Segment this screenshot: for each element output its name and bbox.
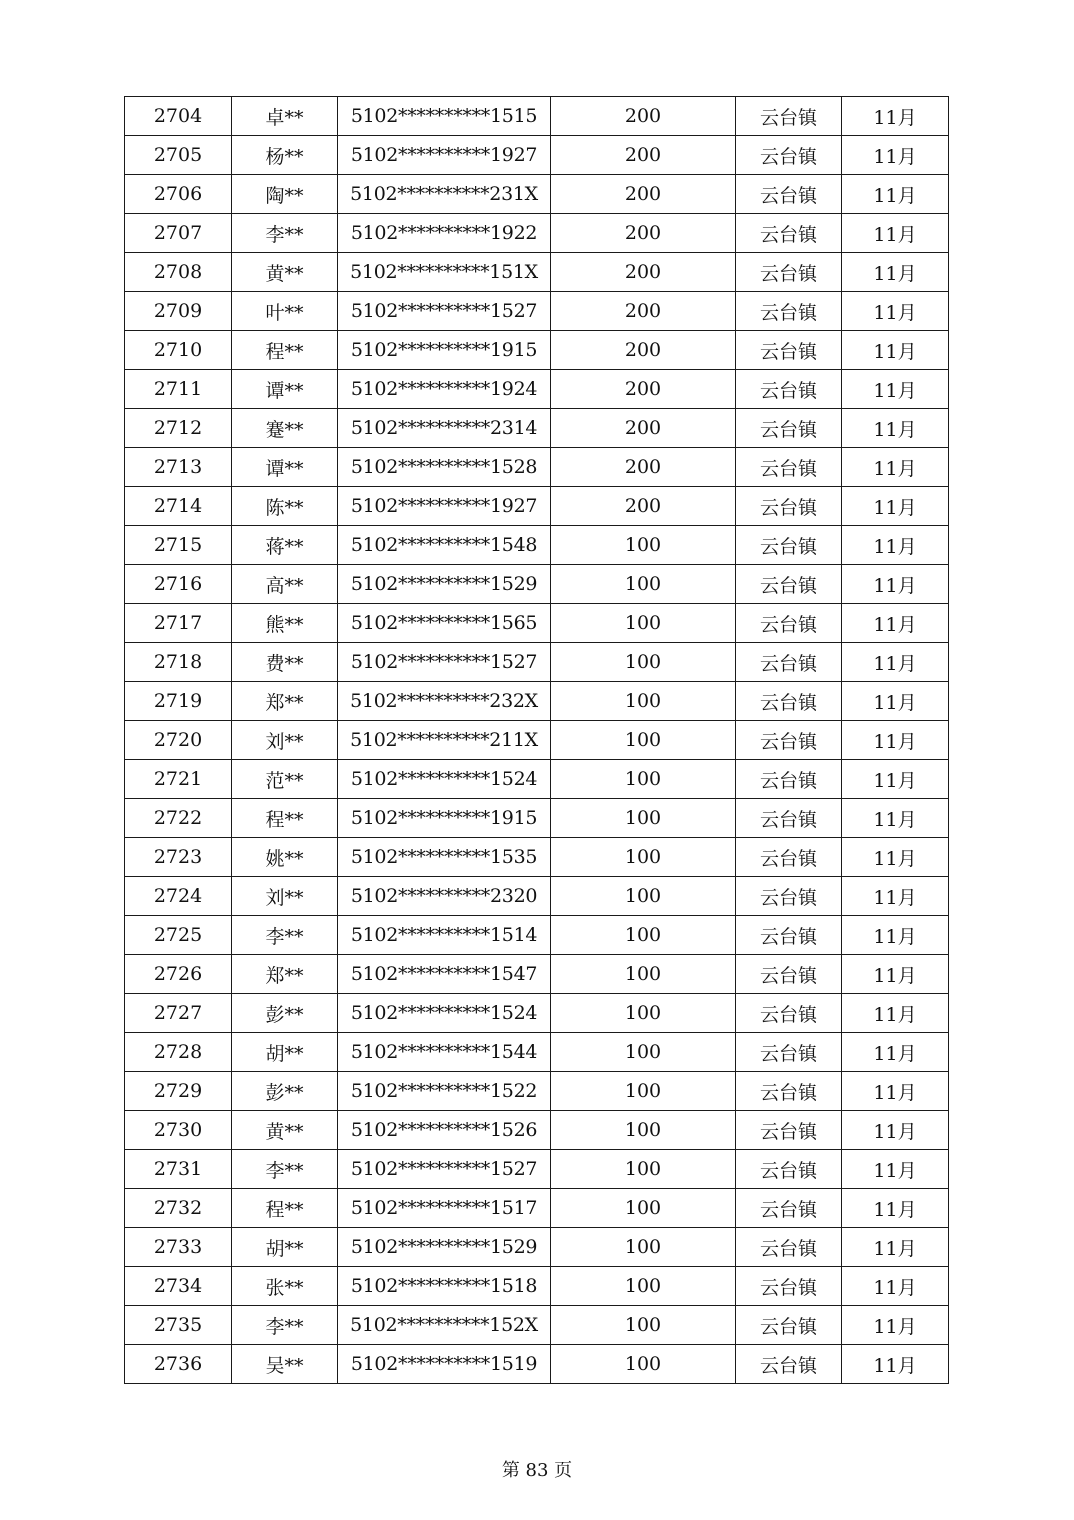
- amount-cell: 100: [551, 877, 736, 916]
- table-row: [125, 487, 949, 526]
- town-cell: 云台镇: [736, 643, 842, 682]
- serial-number-cell: 2722: [125, 799, 232, 838]
- name-cell: 陶**: [232, 175, 338, 214]
- table-row: [125, 760, 949, 799]
- month-cell: 11月: [842, 838, 949, 877]
- amount-cell: 100: [551, 643, 736, 682]
- serial-number-cell: 2730: [125, 1111, 232, 1150]
- month-cell: 11月: [842, 1111, 949, 1150]
- name-cell: 程**: [232, 799, 338, 838]
- records-table: [124, 96, 949, 1384]
- amount-cell: 100: [551, 1267, 736, 1306]
- town-cell: 云台镇: [736, 331, 842, 370]
- table-row: [125, 877, 949, 916]
- month-cell: 11月: [842, 526, 949, 565]
- month-cell: 11月: [842, 1228, 949, 1267]
- id-number-cell: 5102**********1927: [338, 487, 551, 526]
- town-cell: 云台镇: [736, 292, 842, 331]
- table-row: [125, 370, 949, 409]
- id-number-cell: 5102**********152X: [338, 1306, 551, 1345]
- town-cell: 云台镇: [736, 1189, 842, 1228]
- amount-cell: 100: [551, 916, 736, 955]
- town-cell: 云台镇: [736, 721, 842, 760]
- name-cell: 胡**: [232, 1228, 338, 1267]
- month-cell: 11月: [842, 643, 949, 682]
- id-number-cell: 5102**********1524: [338, 994, 551, 1033]
- serial-number-cell: 2706: [125, 175, 232, 214]
- id-number-cell: 5102**********2320: [338, 877, 551, 916]
- town-cell: 云台镇: [736, 916, 842, 955]
- id-number-cell: 5102**********1548: [338, 526, 551, 565]
- amount-cell: 200: [551, 214, 736, 253]
- amount-cell: 100: [551, 1345, 736, 1384]
- id-number-cell: 5102**********1526: [338, 1111, 551, 1150]
- page-number: 第 83 页: [501, 1460, 573, 1481]
- table-row: [125, 136, 949, 175]
- records-table-body: [125, 97, 949, 1384]
- serial-number-cell: 2720: [125, 721, 232, 760]
- id-number-cell: 5102**********1514: [338, 916, 551, 955]
- month-cell: 11月: [842, 760, 949, 799]
- serial-number-cell: 2707: [125, 214, 232, 253]
- month-cell: 11月: [842, 331, 949, 370]
- month-cell: 11月: [842, 1033, 949, 1072]
- month-cell: 11月: [842, 1150, 949, 1189]
- amount-cell: 200: [551, 292, 736, 331]
- serial-number-cell: 2721: [125, 760, 232, 799]
- town-cell: 云台镇: [736, 1033, 842, 1072]
- name-cell: 叶**: [232, 292, 338, 331]
- town-cell: 云台镇: [736, 994, 842, 1033]
- town-cell: 云台镇: [736, 214, 842, 253]
- amount-cell: 100: [551, 1150, 736, 1189]
- town-cell: 云台镇: [736, 175, 842, 214]
- month-cell: 11月: [842, 682, 949, 721]
- id-number-cell: 5102**********1517: [338, 1189, 551, 1228]
- month-cell: 11月: [842, 565, 949, 604]
- table-row: [125, 292, 949, 331]
- id-number-cell: 5102**********2314: [338, 409, 551, 448]
- serial-number-cell: 2710: [125, 331, 232, 370]
- town-cell: 云台镇: [736, 604, 842, 643]
- amount-cell: 100: [551, 1189, 736, 1228]
- name-cell: 范**: [232, 760, 338, 799]
- id-number-cell: 5102**********211X: [338, 721, 551, 760]
- month-cell: 11月: [842, 1072, 949, 1111]
- serial-number-cell: 2715: [125, 526, 232, 565]
- amount-cell: 100: [551, 760, 736, 799]
- amount-cell: 200: [551, 487, 736, 526]
- table-row: [125, 214, 949, 253]
- month-cell: 11月: [842, 799, 949, 838]
- table-row: [125, 1345, 949, 1384]
- month-cell: 11月: [842, 916, 949, 955]
- serial-number-cell: 2726: [125, 955, 232, 994]
- town-cell: 云台镇: [736, 370, 842, 409]
- amount-cell: 100: [551, 565, 736, 604]
- month-cell: 11月: [842, 1189, 949, 1228]
- town-cell: 云台镇: [736, 487, 842, 526]
- id-number-cell: 5102**********1518: [338, 1267, 551, 1306]
- table-row: [125, 838, 949, 877]
- month-cell: 11月: [842, 1345, 949, 1384]
- id-number-cell: 5102**********1529: [338, 565, 551, 604]
- table-row: [125, 1228, 949, 1267]
- table-row: [125, 1111, 949, 1150]
- name-cell: 姚**: [232, 838, 338, 877]
- id-number-cell: 5102**********1924: [338, 370, 551, 409]
- name-cell: 李**: [232, 1150, 338, 1189]
- month-cell: 11月: [842, 955, 949, 994]
- amount-cell: 100: [551, 604, 736, 643]
- name-cell: 黄**: [232, 253, 338, 292]
- name-cell: 高**: [232, 565, 338, 604]
- id-number-cell: 5102**********1565: [338, 604, 551, 643]
- name-cell: 黄**: [232, 1111, 338, 1150]
- table-row: [125, 1189, 949, 1228]
- town-cell: 云台镇: [736, 1306, 842, 1345]
- serial-number-cell: 2713: [125, 448, 232, 487]
- id-number-cell: 5102**********1527: [338, 643, 551, 682]
- table-row: [125, 799, 949, 838]
- amount-cell: 100: [551, 799, 736, 838]
- table-row: [125, 565, 949, 604]
- town-cell: 云台镇: [736, 799, 842, 838]
- id-number-cell: 5102**********151X: [338, 253, 551, 292]
- table-row: [125, 409, 949, 448]
- name-cell: 程**: [232, 331, 338, 370]
- amount-cell: 200: [551, 448, 736, 487]
- id-number-cell: 5102**********232X: [338, 682, 551, 721]
- serial-number-cell: 2733: [125, 1228, 232, 1267]
- town-cell: 云台镇: [736, 1150, 842, 1189]
- amount-cell: 200: [551, 370, 736, 409]
- amount-cell: 100: [551, 838, 736, 877]
- town-cell: 云台镇: [736, 565, 842, 604]
- name-cell: 李**: [232, 916, 338, 955]
- table-row: [125, 955, 949, 994]
- amount-cell: 200: [551, 253, 736, 292]
- town-cell: 云台镇: [736, 409, 842, 448]
- name-cell: 谭**: [232, 370, 338, 409]
- id-number-cell: 5102**********1515: [338, 97, 551, 136]
- serial-number-cell: 2728: [125, 1033, 232, 1072]
- town-cell: 云台镇: [736, 253, 842, 292]
- serial-number-cell: 2724: [125, 877, 232, 916]
- name-cell: 蹇**: [232, 409, 338, 448]
- amount-cell: 200: [551, 175, 736, 214]
- serial-number-cell: 2719: [125, 682, 232, 721]
- amount-cell: 100: [551, 1111, 736, 1150]
- serial-number-cell: 2736: [125, 1345, 232, 1384]
- name-cell: 张**: [232, 1267, 338, 1306]
- month-cell: 11月: [842, 994, 949, 1033]
- amount-cell: 100: [551, 1306, 736, 1345]
- amount-cell: 100: [551, 1072, 736, 1111]
- amount-cell: 200: [551, 409, 736, 448]
- table-row: [125, 916, 949, 955]
- table-row: [125, 1267, 949, 1306]
- town-cell: 云台镇: [736, 97, 842, 136]
- id-number-cell: 5102**********1547: [338, 955, 551, 994]
- serial-number-cell: 2729: [125, 1072, 232, 1111]
- town-cell: 云台镇: [736, 760, 842, 799]
- amount-cell: 200: [551, 97, 736, 136]
- id-number-cell: 5102**********1528: [338, 448, 551, 487]
- month-cell: 11月: [842, 370, 949, 409]
- table-row: [125, 643, 949, 682]
- town-cell: 云台镇: [736, 136, 842, 175]
- name-cell: 彭**: [232, 994, 338, 1033]
- table-row: [125, 175, 949, 214]
- name-cell: 郑**: [232, 955, 338, 994]
- id-number-cell: 5102**********1529: [338, 1228, 551, 1267]
- serial-number-cell: 2725: [125, 916, 232, 955]
- town-cell: 云台镇: [736, 877, 842, 916]
- amount-cell: 100: [551, 994, 736, 1033]
- table-row: [125, 1072, 949, 1111]
- month-cell: 11月: [842, 292, 949, 331]
- serial-number-cell: 2718: [125, 643, 232, 682]
- id-number-cell: 5102**********1527: [338, 292, 551, 331]
- month-cell: 11月: [842, 487, 949, 526]
- month-cell: 11月: [842, 604, 949, 643]
- name-cell: 陈**: [232, 487, 338, 526]
- name-cell: 刘**: [232, 721, 338, 760]
- id-number-cell: 5102**********1544: [338, 1033, 551, 1072]
- serial-number-cell: 2732: [125, 1189, 232, 1228]
- name-cell: 郑**: [232, 682, 338, 721]
- name-cell: 胡**: [232, 1033, 338, 1072]
- month-cell: 11月: [842, 253, 949, 292]
- id-number-cell: 5102**********1524: [338, 760, 551, 799]
- serial-number-cell: 2717: [125, 604, 232, 643]
- serial-number-cell: 2731: [125, 1150, 232, 1189]
- amount-cell: 100: [551, 955, 736, 994]
- name-cell: 李**: [232, 1306, 338, 1345]
- month-cell: 11月: [842, 721, 949, 760]
- town-cell: 云台镇: [736, 838, 842, 877]
- table-row: [125, 1150, 949, 1189]
- table-row: [125, 721, 949, 760]
- id-number-cell: 5102**********1527: [338, 1150, 551, 1189]
- amount-cell: 200: [551, 136, 736, 175]
- name-cell: 程**: [232, 1189, 338, 1228]
- serial-number-cell: 2735: [125, 1306, 232, 1345]
- town-cell: 云台镇: [736, 1228, 842, 1267]
- month-cell: 11月: [842, 877, 949, 916]
- serial-number-cell: 2714: [125, 487, 232, 526]
- town-cell: 云台镇: [736, 682, 842, 721]
- id-number-cell: 5102**********1927: [338, 136, 551, 175]
- id-number-cell: 5102**********1915: [338, 799, 551, 838]
- serial-number-cell: 2727: [125, 994, 232, 1033]
- name-cell: 卓**: [232, 97, 338, 136]
- table-row: [125, 97, 949, 136]
- serial-number-cell: 2711: [125, 370, 232, 409]
- town-cell: 云台镇: [736, 1111, 842, 1150]
- table-row: [125, 994, 949, 1033]
- amount-cell: 100: [551, 526, 736, 565]
- amount-cell: 100: [551, 1033, 736, 1072]
- month-cell: 11月: [842, 175, 949, 214]
- month-cell: 11月: [842, 409, 949, 448]
- name-cell: 彭**: [232, 1072, 338, 1111]
- month-cell: 11月: [842, 214, 949, 253]
- serial-number-cell: 2705: [125, 136, 232, 175]
- amount-cell: 100: [551, 682, 736, 721]
- table-row: [125, 1033, 949, 1072]
- amount-cell: 100: [551, 1228, 736, 1267]
- serial-number-cell: 2704: [125, 97, 232, 136]
- name-cell: 谭**: [232, 448, 338, 487]
- name-cell: 李**: [232, 214, 338, 253]
- serial-number-cell: 2712: [125, 409, 232, 448]
- month-cell: 11月: [842, 448, 949, 487]
- name-cell: 熊**: [232, 604, 338, 643]
- table-row: [125, 604, 949, 643]
- table-row: [125, 253, 949, 292]
- name-cell: 杨**: [232, 136, 338, 175]
- town-cell: 云台镇: [736, 1267, 842, 1306]
- town-cell: 云台镇: [736, 955, 842, 994]
- id-number-cell: 5102**********1922: [338, 214, 551, 253]
- id-number-cell: 5102**********1535: [338, 838, 551, 877]
- town-cell: 云台镇: [736, 448, 842, 487]
- town-cell: 云台镇: [736, 1345, 842, 1384]
- table-row: [125, 331, 949, 370]
- name-cell: 费**: [232, 643, 338, 682]
- id-number-cell: 5102**********231X: [338, 175, 551, 214]
- name-cell: 吴**: [232, 1345, 338, 1384]
- amount-cell: 200: [551, 331, 736, 370]
- name-cell: 蒋**: [232, 526, 338, 565]
- month-cell: 11月: [842, 1267, 949, 1306]
- serial-number-cell: 2708: [125, 253, 232, 292]
- table-row: [125, 682, 949, 721]
- name-cell: 刘**: [232, 877, 338, 916]
- id-number-cell: 5102**********1915: [338, 331, 551, 370]
- month-cell: 11月: [842, 136, 949, 175]
- month-cell: 11月: [842, 1306, 949, 1345]
- table-row: [125, 1306, 949, 1345]
- table-row: [125, 526, 949, 565]
- serial-number-cell: 2716: [125, 565, 232, 604]
- serial-number-cell: 2734: [125, 1267, 232, 1306]
- serial-number-cell: 2709: [125, 292, 232, 331]
- town-cell: 云台镇: [736, 1072, 842, 1111]
- month-cell: 11月: [842, 97, 949, 136]
- serial-number-cell: 2723: [125, 838, 232, 877]
- id-number-cell: 5102**********1519: [338, 1345, 551, 1384]
- table-row: [125, 448, 949, 487]
- amount-cell: 100: [551, 721, 736, 760]
- town-cell: 云台镇: [736, 526, 842, 565]
- id-number-cell: 5102**********1522: [338, 1072, 551, 1111]
